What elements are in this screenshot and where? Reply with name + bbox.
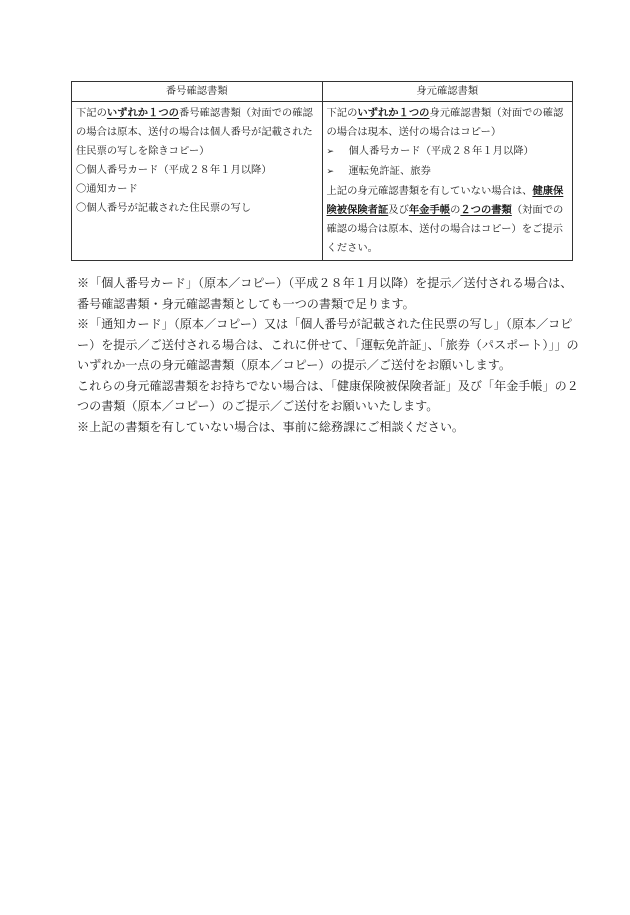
arrow-bullet-icon: ➢	[326, 167, 335, 177]
header-number-docs: 番号確認書類	[72, 82, 323, 102]
note-paragraph: ※「個人番号カード」（原本／コピー）（平成２８年１月以降）を提示／送付される場合は、番号確認書類・身元確認書類としても一つの書類で足ります。	[77, 276, 573, 311]
note-paragraph: これらの身元確認書類をお持ちでない場合は、「健康保険被保険者証」及び「年金手帳」の２つの書類（原本／コピー）のご提示／ご送付をお願いいたします。	[77, 378, 579, 413]
number-doc-item: 〇通知カード	[76, 183, 138, 195]
note-paragraph: ※「通知カード」（原本／コピー）又は「個人番号が記載された住民票の写し」（原本／コピー）を提示／ご送付される場合は、これに併せて、「運転免許証」、「旅券（パスポート）」」のいずれか一点の身元確認書類（原本／コピー）の提示／ご送付をお願いします。	[77, 317, 579, 372]
intro-text: 下記の	[76, 107, 107, 119]
emphasis-any-one: いずれか１つの	[357, 107, 430, 119]
arrow-bullet-icon: ➢	[326, 147, 335, 157]
identity-docs-cell	[322, 102, 573, 261]
number-docs-intro	[76, 104, 318, 161]
emphasis-two-docs: ２つの書類	[460, 204, 512, 216]
alt-text: の	[450, 204, 461, 216]
emphasis-pension-book: 年金手帳	[408, 204, 451, 216]
table-row	[72, 102, 573, 261]
identity-docs-alternative	[327, 182, 569, 258]
emphasis-any-one: いずれか１つの	[106, 107, 179, 119]
intro-text: 下記の	[326, 107, 358, 119]
note-paragraph: ※上記の書類を有していない場合は、事前に総務課にご相談ください。	[77, 419, 465, 434]
number-doc-item: 〇個人番号が記載された住民票の写し	[76, 202, 252, 214]
emphasis-health-insurance: 健康保険被保険者証	[326, 185, 564, 216]
document-table	[71, 81, 573, 261]
alt-text: 及び	[388, 204, 409, 216]
intro-text: 番号確認書類（対面での確認の場合は原本、送付の場合は個人番号が記載された住民票の写しを除きコピー）	[76, 107, 313, 157]
identity-doc-label: 個人番号カード（平成２８年１月以降）	[348, 145, 534, 157]
alt-text: 上記の身元確認書類を有していない場合は、	[326, 185, 533, 197]
identity-doc-item	[327, 142, 569, 162]
identity-doc-item	[327, 162, 569, 182]
alt-text: （対面での確認の場合は原本、送付の場合はコピー）をご提示ください。	[326, 204, 564, 254]
identity-doc-label: 運転免許証、旅券	[348, 165, 431, 177]
number-docs-cell	[72, 102, 323, 261]
table-header-row	[72, 82, 573, 102]
intro-text: 身元確認書類（対面での確認の場合は現本、送付の場合はコピー）	[326, 107, 564, 138]
notes-section	[77, 273, 582, 437]
header-identity-docs: 身元確認書類	[322, 82, 573, 102]
number-doc-item: 〇個人番号カード（平成２８年１月以降）	[76, 164, 272, 176]
identity-docs-intro	[327, 104, 569, 142]
